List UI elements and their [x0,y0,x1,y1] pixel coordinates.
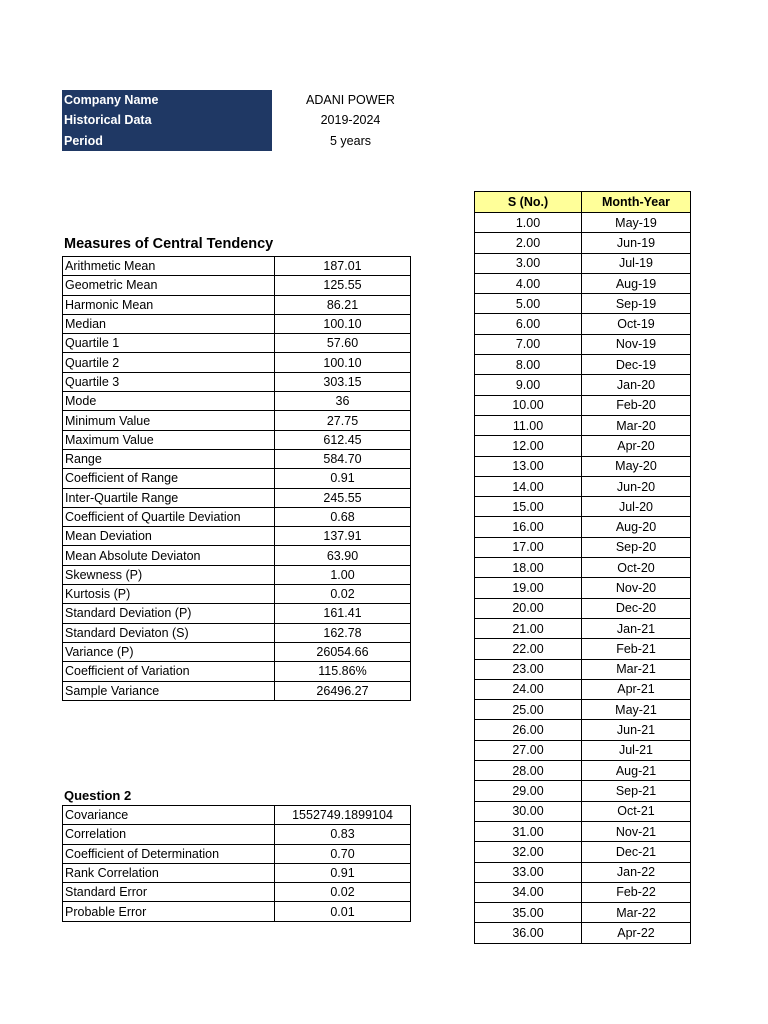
month-row [475,213,691,233]
stat-label: Covariance [63,806,275,825]
stat-label: Probable Error [63,902,275,921]
stat-value: 1552749.1899104 [275,806,411,825]
stat-label: Maximum Value [63,430,275,449]
month-year-cell: Jul-19 [582,253,691,273]
serial-number-cell: 31.00 [475,821,582,841]
info-label: Company Name [62,90,272,110]
month-year-cell: Dec-20 [582,598,691,618]
serial-number-cell: 26.00 [475,720,582,740]
month-row [475,558,691,578]
stat-label: Variance (P) [63,642,275,661]
stat-label: Mode [63,392,275,411]
stat-value: 36 [275,392,411,411]
month-year-cell: Sep-19 [582,294,691,314]
stat-value: 161.41 [275,604,411,623]
stat-label: Inter-Quartile Range [63,488,275,507]
stat-value: 0.02 [275,883,411,902]
month-year-cell: May-21 [582,700,691,720]
stat-row [63,295,411,314]
month-row [475,517,691,537]
serial-number-cell: 29.00 [475,781,582,801]
month-row [475,700,691,720]
stat-label: Coefficient of Variation [63,662,275,681]
stat-value: 0.70 [275,844,411,863]
stat-label: Standard Deviaton (S) [63,623,275,642]
month-year-cell: Dec-21 [582,842,691,862]
month-year-cell: May-20 [582,456,691,476]
serial-number-cell: 28.00 [475,761,582,781]
stat-value: 27.75 [275,411,411,430]
serial-number-cell: 25.00 [475,700,582,720]
stat-label: Coefficient of Determination [63,844,275,863]
month-row [475,598,691,618]
month-row [475,720,691,740]
serial-number-cell: 11.00 [475,415,582,435]
stat-row [63,902,411,921]
stat-label: Range [63,449,275,468]
serial-number-cell: 20.00 [475,598,582,618]
serial-number-cell: 18.00 [475,558,582,578]
serial-number-cell: 36.00 [475,923,582,943]
month-year-cell: Oct-21 [582,801,691,821]
serial-number-cell: 15.00 [475,497,582,517]
stat-value: 26496.27 [275,681,411,700]
month-year-cell: Jan-20 [582,375,691,395]
stat-label: Skewness (P) [63,565,275,584]
month-row [475,740,691,760]
info-value: ADANI POWER [306,93,395,108]
stat-value: 115.86% [275,662,411,681]
stat-value: 612.45 [275,430,411,449]
stat-row [63,392,411,411]
month-row [475,801,691,821]
month-row [475,294,691,314]
month-year-cell: Aug-20 [582,517,691,537]
stat-row [63,411,411,430]
month-year-cell: Apr-20 [582,436,691,456]
stat-value: 100.10 [275,314,411,333]
stat-row [63,507,411,526]
month-row [475,781,691,801]
stat-label: Standard Error [63,883,275,902]
month-year-cell: Apr-22 [582,923,691,943]
serial-number-cell: 10.00 [475,395,582,415]
month-row [475,923,691,943]
month-year-header: Month-Year [582,192,691,213]
stat-value: 584.70 [275,449,411,468]
stat-value: 0.68 [275,507,411,526]
stat-value: 245.55 [275,488,411,507]
month-row [475,253,691,273]
month-year-cell: Feb-22 [582,882,691,902]
month-row [475,639,691,659]
serial-number-cell: 24.00 [475,679,582,699]
stat-value: 57.60 [275,334,411,353]
stat-row [63,585,411,604]
month-row [475,821,691,841]
month-row [475,618,691,638]
serial-number-cell: 12.00 [475,436,582,456]
month-year-cell: Feb-21 [582,639,691,659]
stat-row [63,662,411,681]
serial-number-cell: 9.00 [475,375,582,395]
stat-row [63,449,411,468]
stat-label: Arithmetic Mean [63,257,275,276]
month-year-cell: Mar-21 [582,659,691,679]
month-row [475,578,691,598]
month-year-cell: Jun-19 [582,233,691,253]
serial-number-cell: 32.00 [475,842,582,862]
question2-table [62,805,411,922]
stat-row [63,353,411,372]
stat-value: 1.00 [275,565,411,584]
serial-number-cell: 34.00 [475,882,582,902]
info-label: Historical Data [62,110,272,130]
stat-row [63,806,411,825]
month-row [475,355,691,375]
stat-row [63,681,411,700]
month-year-cell: Nov-21 [582,821,691,841]
stat-label: Sample Variance [63,681,275,700]
month-year-cell: Nov-20 [582,578,691,598]
central-tendency-table [62,256,411,701]
month-year-cell: May-19 [582,213,691,233]
stat-value: 0.01 [275,902,411,921]
month-year-cell: Mar-22 [582,903,691,923]
stat-value: 0.83 [275,825,411,844]
stat-row [63,604,411,623]
info-row [62,110,429,130]
stat-value: 0.02 [275,585,411,604]
info-label: Period [62,131,272,151]
stat-label: Rank Correlation [63,863,275,882]
stat-value: 0.91 [275,863,411,882]
month-row [475,375,691,395]
serial-number-cell: 14.00 [475,476,582,496]
month-year-cell: Jan-22 [582,862,691,882]
serial-number-cell: 2.00 [475,233,582,253]
stat-row [63,883,411,902]
stat-value: 187.01 [275,257,411,276]
central-tendency-title: Measures of Central Tendency [64,236,274,252]
month-year-cell: Sep-20 [582,537,691,557]
serial-number-cell: 22.00 [475,639,582,659]
month-row [475,679,691,699]
serial-number-cell: 30.00 [475,801,582,821]
stat-label: Quartile 1 [63,334,275,353]
stat-row [63,825,411,844]
serial-number-cell: 21.00 [475,618,582,638]
stat-label: Quartile 3 [63,372,275,391]
stat-value: 100.10 [275,353,411,372]
serial-number-cell: 6.00 [475,314,582,334]
month-year-cell: Feb-20 [582,395,691,415]
stat-value: 125.55 [275,276,411,295]
month-row [475,456,691,476]
stat-label: Coefficient of Range [63,469,275,488]
serial-number-cell: 4.00 [475,273,582,293]
month-year-cell: Apr-21 [582,679,691,699]
month-row [475,334,691,354]
stat-value: 137.91 [275,527,411,546]
month-row [475,436,691,456]
stat-value: 162.78 [275,623,411,642]
serial-number-cell: 17.00 [475,537,582,557]
info-row [62,90,429,110]
month-row [475,903,691,923]
month-row [475,273,691,293]
info-row [62,131,429,151]
stat-label: Geometric Mean [63,276,275,295]
month-row [475,497,691,517]
stat-row [63,276,411,295]
month-year-table [474,191,691,944]
stat-label: Standard Deviation (P) [63,604,275,623]
stat-row [63,565,411,584]
month-row [475,761,691,781]
serial-number-cell: 8.00 [475,355,582,375]
stat-row [63,527,411,546]
month-row [475,862,691,882]
company-info-table [62,90,429,151]
stat-value: 26054.66 [275,642,411,661]
month-year-cell: Sep-21 [582,781,691,801]
serial-number-cell: 35.00 [475,903,582,923]
stat-row [63,844,411,863]
month-row [475,395,691,415]
serial-number-cell: 7.00 [475,334,582,354]
month-row [475,233,691,253]
serial-number-cell: 1.00 [475,213,582,233]
month-year-cell: Jan-21 [582,618,691,638]
stat-row [63,488,411,507]
serial-number-cell: 19.00 [475,578,582,598]
stat-row [63,372,411,391]
stat-label: Quartile 2 [63,353,275,372]
stat-label: Harmonic Mean [63,295,275,314]
stat-row [63,863,411,882]
month-row [475,537,691,557]
stat-label: Kurtosis (P) [63,585,275,604]
month-year-cell: Jul-21 [582,740,691,760]
stat-label: Mean Absolute Deviaton [63,546,275,565]
month-year-cell: Aug-19 [582,273,691,293]
serial-number-header: S (No.) [475,192,582,213]
stat-label: Minimum Value [63,411,275,430]
month-row [475,415,691,435]
stat-row [63,546,411,565]
month-year-cell: Oct-20 [582,558,691,578]
month-year-cell: Jun-21 [582,720,691,740]
stat-label: Median [63,314,275,333]
stat-value: 0.91 [275,469,411,488]
serial-number-cell: 33.00 [475,862,582,882]
stat-row [63,257,411,276]
serial-number-cell: 13.00 [475,456,582,476]
month-year-cell: Dec-19 [582,355,691,375]
stat-row [63,430,411,449]
stat-row [63,314,411,333]
serial-number-cell: 5.00 [475,294,582,314]
question2-title: Question 2 [64,788,132,803]
month-year-cell: Nov-19 [582,334,691,354]
month-row [475,659,691,679]
stat-value: 63.90 [275,546,411,565]
month-year-cell: Oct-19 [582,314,691,334]
stat-row [63,642,411,661]
month-year-cell: Jun-20 [582,476,691,496]
stat-value: 303.15 [275,372,411,391]
month-year-cell: Aug-21 [582,761,691,781]
info-value: 5 years [330,133,371,148]
info-value: 2019-2024 [320,113,381,128]
stat-label: Mean Deviation [63,527,275,546]
stat-row [63,334,411,353]
stat-label: Coefficient of Quartile Deviation [63,507,275,526]
month-year-cell: Mar-20 [582,415,691,435]
stat-row [63,623,411,642]
serial-number-cell: 3.00 [475,253,582,273]
month-row [475,842,691,862]
month-year-cell: Jul-20 [582,497,691,517]
month-row [475,314,691,334]
stat-value: 86.21 [275,295,411,314]
month-row [475,476,691,496]
serial-number-cell: 23.00 [475,659,582,679]
serial-number-cell: 16.00 [475,517,582,537]
serial-number-cell: 27.00 [475,740,582,760]
stat-label: Correlation [63,825,275,844]
stat-row [63,469,411,488]
month-row [475,882,691,902]
